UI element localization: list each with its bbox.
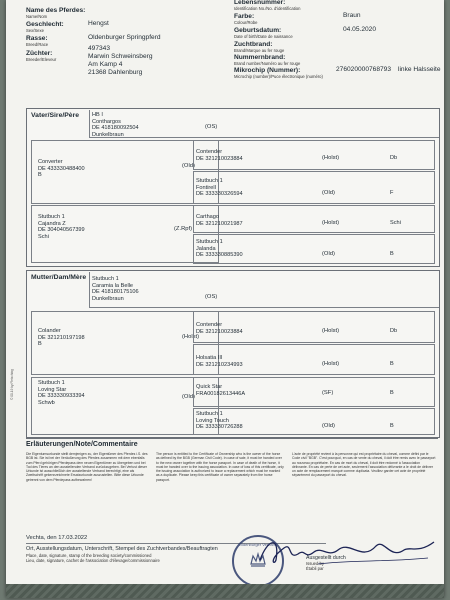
dam-parent-studbook: (OS): [205, 294, 218, 300]
dam-section: [26, 270, 440, 438]
sire-parent: HB I Conthargos DE 418180092504 Dunkelbraun: [92, 112, 139, 138]
brand-sub: Brand/Marque au fer rouge: [234, 48, 285, 53]
chip-label: Mikrochip (Nummer):: [234, 67, 301, 74]
brand-label: Zuchtbrand:: [234, 41, 273, 48]
sire-gp1: Converter DE 433330488400 B: [38, 159, 85, 179]
breeder-name: Marwin Schweinsberg: [88, 53, 153, 60]
place-date: Vechta, den 17.03.2022: [26, 535, 88, 541]
dam-gp1-box: [31, 311, 219, 375]
name-sub: Name/Nom: [26, 14, 48, 19]
sire-ggp2-color: F: [390, 190, 394, 196]
sire-ggp3: Carthago DE 321210021987: [196, 214, 243, 227]
sire-ggp3-color: Schi: [390, 220, 401, 226]
color-value: Braun: [343, 12, 361, 19]
brand-number-label: Nummernbrand:: [234, 54, 286, 61]
sire-section: [26, 108, 440, 267]
breeder-label: Züchter:: [26, 50, 53, 57]
dam-ggp3-box: [193, 377, 435, 407]
sire-ggp1-studbook: (Holst): [322, 155, 340, 161]
footer-caption-en: Place, date, signature, stamp of the breeding society/commissioned: [26, 553, 152, 558]
dam-parent-box: [89, 272, 439, 308]
brand-number-sub: Brand number/Numéro au fer rouge: [234, 61, 301, 66]
sire-ggp4-studbook: (Old): [322, 251, 335, 257]
stamp-text: Oldenburger Verband: [238, 542, 278, 547]
color-label: Farbe:: [234, 13, 255, 20]
dam-ggp3-color: B: [390, 390, 394, 396]
sire-ggp1-box: [193, 140, 435, 170]
remarks-german: Die Eigentumsurkunde stellt demjenigen zu, der Eigentümer des Pferdes i.S. des BGB ist. Sie ist bei der Veräußerung des Pferdes zusammen mit dem ebenfalls zum Pferd gehörigen Pferdepass dem neuen Eigentümer zu übergeben und bei Tod des Tieres an den ausstellenden Verband zurückzugeben. Bei Verlust dieser Urkunde ist ausschließlich der ausstellende Verband berechtigt, eine als Zweitschrift gekennzeichnete Ersatzurkunde auszustellen. Bitte diese Urkunde getrennt von dem Pferdepass aufbewahren!: [26, 452, 148, 482]
footer-caption: Ort, Ausstellungsdatum, Unterschrift, Stempel des Zuchtverbandes/Beauftragten: [26, 546, 218, 552]
dam-ggp3: Quick Star FRA00182613446A: [196, 384, 246, 397]
sire-parent-box: [89, 110, 439, 138]
dam-gp2-box: [31, 377, 219, 435]
dam-ggp3-studbook: (SF): [322, 390, 334, 396]
dam-gp1-studbook: (Holst): [182, 334, 200, 340]
issued-by-label: Ausgestellt durch: [306, 555, 346, 561]
breed-sub: Breed/Race: [26, 42, 49, 47]
dam-ggp2-box: [193, 344, 435, 375]
sire-ggp4-color: B: [390, 251, 394, 257]
dam-ggp4-studbook: (Old): [322, 423, 335, 429]
chip-location: linke Halsseite: [398, 66, 441, 73]
breed-value: Oldenburger Springpferd: [88, 34, 161, 41]
sire-gp2: Stutbuch 1 Cajandra Z DE 304040567399 Schi: [38, 214, 85, 240]
dam-ggp4-box: [193, 408, 435, 435]
sex-value: Hengst: [88, 20, 109, 27]
dam-ggp1-studbook: (Holst): [322, 328, 340, 334]
dam-ggp4: Stutbuch 1 Loving Touch DE 333330726288: [196, 411, 243, 431]
breeder-id: 497343: [88, 45, 111, 52]
breeder-street: Am Kamp 4: [88, 61, 123, 68]
name-label: Name des Pferdes:: [26, 7, 86, 14]
chip-sub: Microchip (number)/Puce électronique (numéro): [234, 74, 323, 79]
sire-ggp2-studbook: (Old): [322, 190, 335, 196]
dam-title: Mutter/Dam/Mère: [31, 274, 87, 281]
sire-parent-studbook: (OS): [205, 124, 218, 130]
sex-sub: Sex/Sexe: [26, 28, 44, 33]
dam-ggp2: Holsatia III DE 321210234993: [196, 355, 243, 368]
sire-gp2-box: [31, 205, 219, 263]
dob-value: 04.05.2020: [343, 26, 377, 33]
sire-ggp2-box: [193, 171, 435, 204]
remarks-title: Erläuterungen/Note/Commentaire: [26, 441, 138, 448]
dam-gp1: Colander DE 321210197198 B: [38, 328, 85, 348]
sire-ggp3-studbook: (Holst): [322, 220, 340, 226]
sex-label: Geschlecht:: [26, 21, 64, 28]
sire-gp1-studbook: (Old): [182, 163, 195, 169]
dob-label: Geburtsdatum:: [234, 27, 282, 34]
issued-by-fr: Établi par: [306, 566, 324, 571]
dob-sub: Date of birth/Date de naissance: [234, 34, 293, 39]
dam-gp2: Stutbuch 1 Loving Star DE 333330933394 Schwb: [38, 380, 85, 406]
sire-title: Vater/Sire/Père: [31, 112, 79, 119]
sire-ggp2: Stutbuch 1 Fontirell DE 333330326594: [196, 178, 243, 198]
dam-gp2-studbook: (Old): [182, 394, 195, 400]
side-print-note: © 00-19 by Fleisching: [10, 369, 14, 400]
dam-ggp2-color: B: [390, 361, 394, 367]
dam-ggp1-color: Db: [390, 328, 398, 334]
sire-ggp4-box: [193, 234, 435, 264]
dam-ggp2-studbook: (Holst): [322, 361, 340, 367]
sire-ggp3-box: [193, 205, 435, 233]
breeder-sub: Breeder/Eleveur: [26, 57, 57, 62]
dam-ggp1: Contender DE 321210023884: [196, 322, 243, 335]
dam-ggp4-color: B: [390, 423, 394, 429]
ownership-certificate: [6, 0, 444, 598]
breed-label: Rasse:: [26, 35, 48, 42]
handwritten-signature: [258, 530, 438, 570]
footer-caption-fr: Lieu, date, signature, cachet de l'association d'élevage/commissionnaire: [26, 558, 160, 563]
remarks-english: The person is entitled to the Certificate of Ownership who is the owner of the horse as defined by the BGB (German Civil Code). In case of sale, it must be handed over to the new owner together with the horse passport. In case of death of the horse, it must be handed over to the issuing association. In case of loss of this certificate, only the issuing association is authorized to issue a replacement which must be marked as a duplicate. Please keep this certificate of owner separately from the horse passport.: [156, 452, 284, 482]
sire-gp2-studbook: (Z.Rpf): [174, 226, 193, 232]
dam-parent: Stutbuch 1 Caramia la Belle DE 418180175106 Dunkelbraun: [92, 276, 139, 302]
sire-gp1-box: [31, 140, 219, 204]
issued-by-en: Issued by: [306, 561, 324, 566]
life-number-sub: Identification No./No. d'identification: [234, 6, 301, 11]
bottom-border-pattern: [6, 584, 444, 598]
remarks-french: L'acte de propriété revient à la personne qui est propriétaire du cheval, comme défini par le Code civil "BGB". C'est pourquoi, en cas de vente du cheval, il doit être remis avec le passeport au nouveau propriétaire. En cas de mort du cheval, il doit être redonné à l'association délivrante. En cas de perte de cet acte, seulement l'association délivrante a le droit de délivrer un acte de remplacement marqué comme duplicata. Veuillez garder cet acte de propriété séparément du passeport du cheval.: [292, 452, 436, 478]
chip-value: 276020000768793: [336, 66, 392, 73]
dam-ggp1-box: [193, 311, 435, 343]
color-sub: Colour/Robe: [234, 20, 258, 25]
sire-ggp1: Contender DE 321210023884: [196, 149, 243, 162]
sire-ggp4: Stutbuch 1 Jalanda DE 333330885390: [196, 239, 243, 259]
sire-ggp1-color: Db: [390, 155, 398, 161]
life-number-label: Lebensnummer:: [234, 0, 286, 6]
breeder-city: 21368 Dahlenburg: [88, 69, 143, 76]
